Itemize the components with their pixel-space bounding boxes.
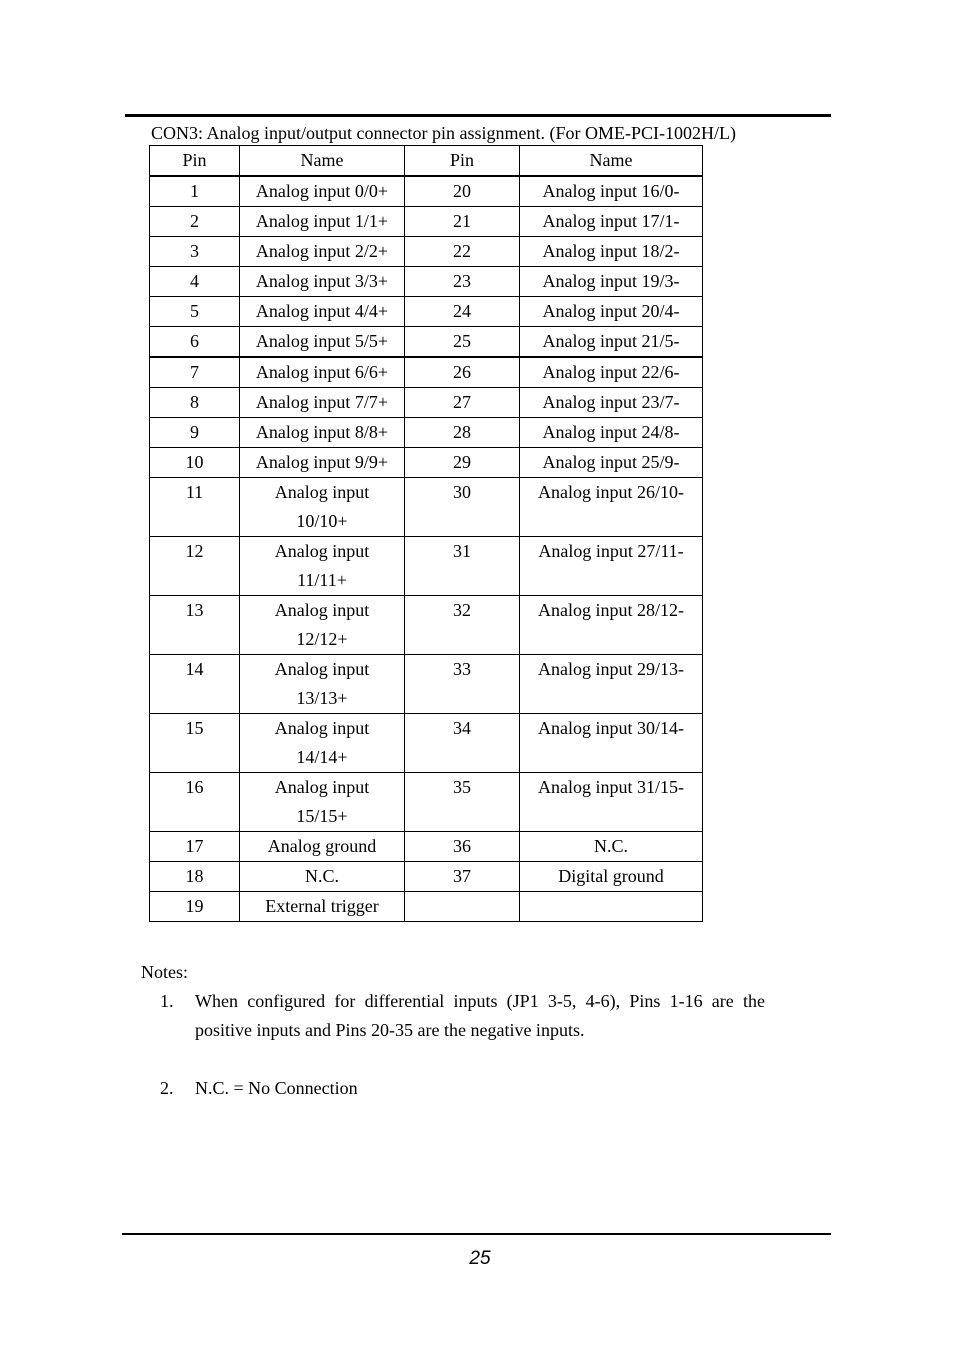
name-cell-text: Analog input 13/13+ <box>274 659 370 708</box>
pin-cell: 15 <box>150 714 240 773</box>
name-cell: Analog input 27/11- <box>520 537 703 596</box>
name-cell: Analog input 16/0- <box>520 176 703 207</box>
table-row <box>150 862 703 892</box>
table-header-row <box>150 146 703 177</box>
table-row <box>150 237 703 267</box>
pin-cell: 27 <box>405 388 520 418</box>
name-cell: Analog input 7/7+ <box>240 388 405 418</box>
name-cell: Analog input 17/1- <box>520 207 703 237</box>
pin-assignment-table <box>149 145 703 922</box>
header-rule <box>125 114 831 117</box>
pin-cell: 30 <box>405 478 520 537</box>
name-cell: Analog input 25/9- <box>520 448 703 478</box>
name-cell-text: Analog input 12/12+ <box>274 600 370 649</box>
name-cell: Digital ground <box>520 862 703 892</box>
table-row <box>150 297 703 327</box>
pin-cell: 36 <box>405 832 520 862</box>
pin-cell: 23 <box>405 267 520 297</box>
name-cell <box>240 537 405 596</box>
note-text: When configured for differential inputs (JP1 3-5, 4-6), Pins 1-16 are the positive inputs and Pins 20-35 are the negative inputs. <box>195 991 765 1040</box>
pin-cell: 16 <box>150 773 240 832</box>
table-caption: CON3: Analog input/output connector pin assignment. (For OME-PCI-1002H/L) <box>151 123 736 143</box>
pin-cell: 26 <box>405 357 520 388</box>
name-cell: Analog input 18/2- <box>520 237 703 267</box>
pin-cell: 13 <box>150 596 240 655</box>
note-item <box>141 1074 765 1103</box>
name-cell-text: Analog input 15/15+ <box>274 777 370 826</box>
note-item <box>141 987 765 1045</box>
name-cell: Analog input 9/9+ <box>240 448 405 478</box>
table-row <box>150 892 703 922</box>
footer-rule <box>122 1233 831 1235</box>
header-pin-left: Pin <box>150 146 240 177</box>
header-pin-right: Pin <box>405 146 520 177</box>
name-cell <box>520 892 703 922</box>
name-cell: Analog input 3/3+ <box>240 267 405 297</box>
pin-cell: 22 <box>405 237 520 267</box>
pin-cell: 32 <box>405 596 520 655</box>
pin-cell: 14 <box>150 655 240 714</box>
table-row <box>150 176 703 207</box>
table-row <box>150 655 703 714</box>
table-row <box>150 418 703 448</box>
name-cell <box>240 773 405 832</box>
name-cell <box>240 478 405 537</box>
pin-cell: 37 <box>405 862 520 892</box>
name-cell: External trigger <box>240 892 405 922</box>
name-cell: Analog input 19/3- <box>520 267 703 297</box>
name-cell: Analog input 8/8+ <box>240 418 405 448</box>
pin-cell: 12 <box>150 537 240 596</box>
table-row <box>150 357 703 388</box>
name-cell: N.C. <box>520 832 703 862</box>
name-cell: N.C. <box>240 862 405 892</box>
notes-heading: Notes: <box>141 962 188 982</box>
pin-cell: 7 <box>150 357 240 388</box>
name-cell <box>240 714 405 773</box>
pin-cell: 34 <box>405 714 520 773</box>
pin-cell: 10 <box>150 448 240 478</box>
pin-cell: 8 <box>150 388 240 418</box>
table-row <box>150 714 703 773</box>
name-cell: Analog input 26/10- <box>520 478 703 537</box>
name-cell: Analog ground <box>240 832 405 862</box>
name-cell: Analog input 2/2+ <box>240 237 405 267</box>
name-cell-text: Analog input 11/11+ <box>274 541 370 590</box>
name-cell: Analog input 29/13- <box>520 655 703 714</box>
pin-cell: 19 <box>150 892 240 922</box>
pin-cell: 20 <box>405 176 520 207</box>
pin-cell: 4 <box>150 267 240 297</box>
name-cell-text: Analog input 10/10+ <box>274 482 370 531</box>
pin-cell: 29 <box>405 448 520 478</box>
name-cell: Analog input 21/5- <box>520 327 703 358</box>
header-name-left: Name <box>240 146 405 177</box>
note-number: 1. <box>160 991 174 1011</box>
pin-cell: 1 <box>150 176 240 207</box>
pin-cell: 17 <box>150 832 240 862</box>
pin-cell: 18 <box>150 862 240 892</box>
table-row <box>150 537 703 596</box>
name-cell: Analog input 6/6+ <box>240 357 405 388</box>
page-number: 25 <box>469 1248 491 1269</box>
name-cell: Analog input 30/14- <box>520 714 703 773</box>
note-text: N.C. = No Connection <box>195 1078 358 1098</box>
table-row <box>150 596 703 655</box>
table-row <box>150 267 703 297</box>
table-row <box>150 832 703 862</box>
pin-cell: 9 <box>150 418 240 448</box>
name-cell: Analog input 28/12- <box>520 596 703 655</box>
pin-cell: 28 <box>405 418 520 448</box>
pin-cell: 11 <box>150 478 240 537</box>
pin-cell <box>405 892 520 922</box>
pin-cell: 24 <box>405 297 520 327</box>
name-cell: Analog input 5/5+ <box>240 327 405 358</box>
pin-cell: 33 <box>405 655 520 714</box>
pin-cell: 25 <box>405 327 520 358</box>
name-cell <box>240 655 405 714</box>
table-row <box>150 388 703 418</box>
pin-cell: 6 <box>150 327 240 358</box>
pin-cell: 35 <box>405 773 520 832</box>
name-cell: Analog input 0/0+ <box>240 176 405 207</box>
name-cell: Analog input 1/1+ <box>240 207 405 237</box>
notes-section <box>141 958 765 1103</box>
pin-cell: 3 <box>150 237 240 267</box>
table-row <box>150 207 703 237</box>
pin-cell: 21 <box>405 207 520 237</box>
name-cell: Analog input 4/4+ <box>240 297 405 327</box>
pin-cell: 5 <box>150 297 240 327</box>
pin-cell: 2 <box>150 207 240 237</box>
name-cell-text: Analog input 14/14+ <box>274 718 370 767</box>
pin-cell: 31 <box>405 537 520 596</box>
note-number: 2. <box>160 1078 174 1098</box>
table-row <box>150 448 703 478</box>
table-row <box>150 327 703 358</box>
table-row <box>150 773 703 832</box>
header-name-right: Name <box>520 146 703 177</box>
name-cell: Analog input 24/8- <box>520 418 703 448</box>
table-row <box>150 478 703 537</box>
name-cell: Analog input 20/4- <box>520 297 703 327</box>
name-cell <box>240 596 405 655</box>
name-cell: Analog input 31/15- <box>520 773 703 832</box>
name-cell: Analog input 22/6- <box>520 357 703 388</box>
name-cell: Analog input 23/7- <box>520 388 703 418</box>
